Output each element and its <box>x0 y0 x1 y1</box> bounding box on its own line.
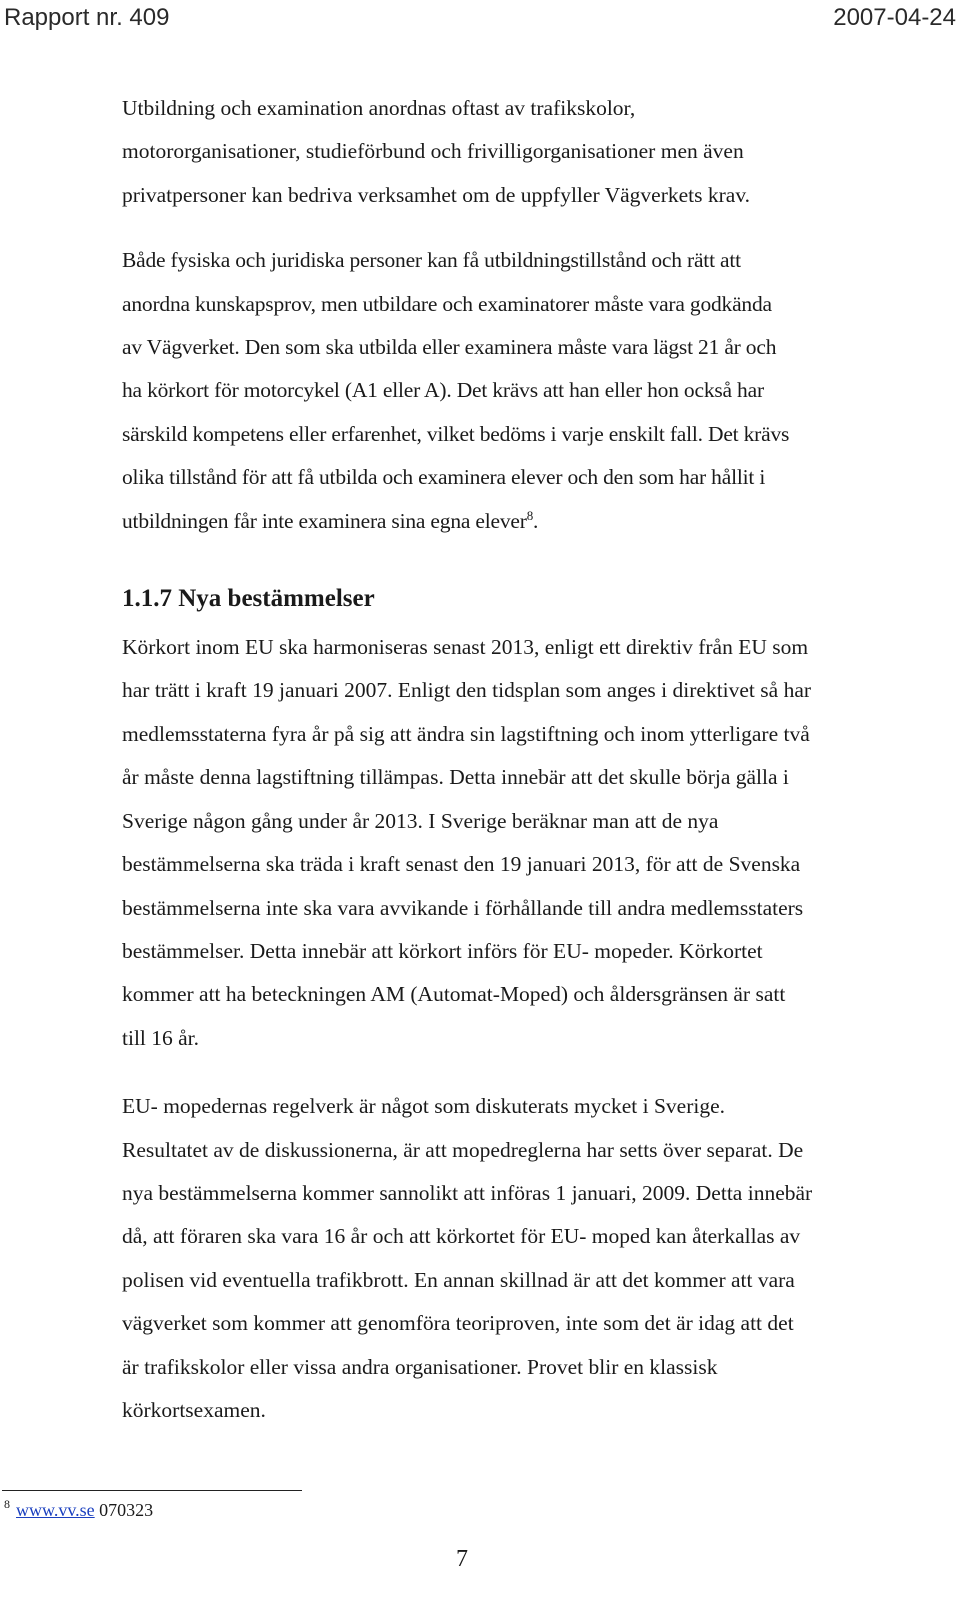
document-body <box>122 87 940 1432</box>
footnote <box>4 1498 153 1522</box>
footnote-reference[interactable]: 8 <box>526 507 534 523</box>
report-date: 2007-04-24 <box>833 4 956 31</box>
paragraph-training: Utbildning och examination anordnas oftast av trafikskolor, motororganisationer, studieförbund och frivilligorganisationer men även privatpersoner kan bedriva verksamhet om de uppfyller Vägverkets krav. <box>122 96 751 207</box>
paragraph-permits-text: Både fysiska och juridiska personer kan få utbildningstillstånd och rätt att anordna kunskapsprov, men utbildare och examinatorer måste vara godkända av Vägverket. Den som ska utbilda eller examinera måste vara lägst 21 år och ha körkort för motorcykel (A1 eller A). Det krävs att han eller hon också har särskild kompetens eller erfarenhet, vilket bedöms i varje enskilt fall. Det krävs olika tillstånd för att få utbilda och examinera elever och den som har hållit i utbildningen får inte examinera sina egna elever <box>122 248 790 533</box>
paragraph-eu-moped: EU- mopedernas regelverk är något som diskuterats mycket i Sverige. Resultatet av de diskussionerna, är att mopedreglerna har setts över separat. De nya bestämmelserna kommer sannolikt att införas 1 januari, 2009. Detta innebär då, att föraren ska vara 16 år och att körkortet för EU- moped kan återkallas av polisen vid eventuella trafikbrott. En annan skillnad är att det kommer att vara vägverket som kommer att genomföra teoriproven, inte som det är idag att det är trafikskolor eller vissa andra organisationer. Provet blir en klassisk körkortsexamen. <box>122 1094 813 1422</box>
footnote-divider <box>2 1490 302 1491</box>
paragraph-permits <box>122 239 940 543</box>
footnote-number: 8 <box>4 1497 10 1511</box>
footnote-link[interactable]: www.vv.se <box>16 1500 95 1520</box>
report-number: Rapport nr. 409 <box>4 4 170 31</box>
paragraph-eu-harmonisation: Körkort inom EU ska harmoniseras senast 2013, enligt ett direktiv från EU som har trätt i kraft 19 januari 2007. Enligt den tidsplan som anges i direktivet så har medlemsstaterna fyra år på sig att ändra sin lagstiftning och inom ytterligare två år måste denna lagstiftning tillämpas. Detta innebär att det skulle börja gälla i Sverige någon gång under år 2013. I Sverige beräknar man att de nya bestämmelserna ska träda i kraft senast den 19 januari 2013, för att de Svenska bestämmelserna inte ska vara avvikande i förhållande till andra medlemsstaters bestämmelser. Detta innebär att körkort införs för EU- mopeder. Körkortet kommer att ha beteckningen AM (Automat-Moped) och åldersgränsen är satt till 16 år. <box>122 635 812 1050</box>
page-number: 7 <box>456 1546 468 1572</box>
section-heading: 1.1.7 Nya bestämmelser <box>122 585 375 613</box>
footnote-text: 070323 <box>94 1500 154 1520</box>
page-header <box>0 0 960 40</box>
paragraph-permits-end: . <box>533 508 539 533</box>
